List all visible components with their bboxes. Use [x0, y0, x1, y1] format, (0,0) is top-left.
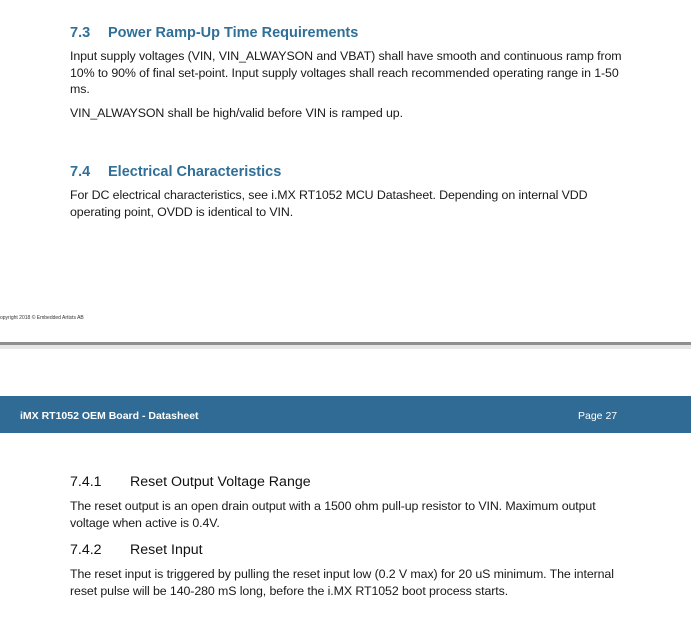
section-number: 7.4.1 [70, 474, 102, 490]
section-7-4-1-paragraph: The reset output is an open drain output with a 1500 ohm pull-up resistor to VIN. Maximum output voltage when active is 0.4V. [70, 499, 596, 530]
section-7-4-2-paragraph: The reset input is triggered by pulling the reset input low (0.2 V max) for 20 uS minimum. The internal reset pulse will be 140-280 mS long, before the i.MX RT1052 boot process starts. [70, 567, 614, 598]
page-separator-shadow [0, 345, 691, 349]
section-number: 7.3 [70, 25, 91, 41]
section-7-4-1-heading [70, 474, 311, 490]
section-7-4-paragraph-1: For DC electrical characteristics, see i.MX RT1052 MCU Datasheet. Depending on internal VDD operating point, OVDD is identical to VIN. [70, 188, 588, 219]
section-number: 7.4.2 [70, 542, 102, 558]
section-7-4-heading [70, 164, 281, 180]
section-title: Reset Input [130, 542, 203, 558]
section-7-3-paragraph-2: VIN_ALWAYSON shall be high/valid before VIN is ramped up. [70, 106, 403, 120]
section-7-4-2-heading [70, 542, 203, 558]
section-title: Power Ramp-Up Time Requirements [108, 25, 359, 41]
section-title: Electrical Characteristics [108, 164, 282, 180]
page-number: Page 27 [578, 410, 618, 422]
section-7-3-heading [70, 25, 358, 41]
section-7-3-paragraph-1: Input supply voltages (VIN, VIN_ALWAYSON and VBAT) shall have smooth and continuous ramp from 10% to 90% of final set-point. Input supply voltages shall reach recommended operating range in 1-50 ms. [70, 49, 622, 96]
section-title: Reset Output Voltage Range [130, 474, 311, 490]
document-title: iMX RT1052 OEM Board - Datasheet [20, 410, 199, 422]
copyright-footer: opyright 2018 © Embedded Artists AB [0, 315, 84, 321]
section-number: 7.4 [70, 164, 91, 180]
